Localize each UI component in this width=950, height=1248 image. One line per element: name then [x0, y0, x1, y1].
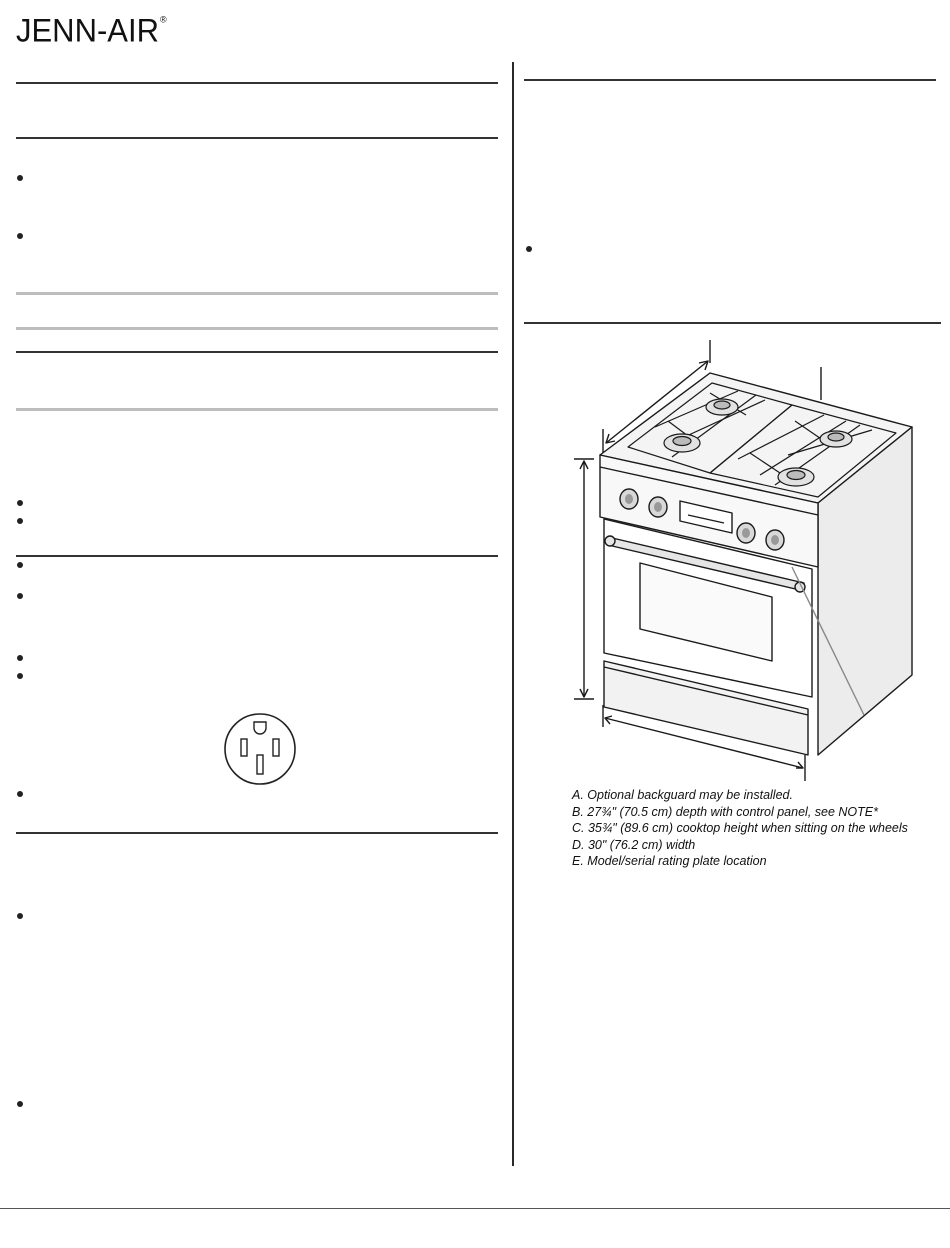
footer-rule [0, 1208, 950, 1209]
section-rule [16, 555, 498, 557]
list-bullet [17, 175, 23, 181]
list-bullet [17, 562, 23, 568]
caption-e: E. Model/serial rating plate location [572, 854, 767, 869]
section-rule [16, 82, 498, 84]
caption-d: D. 30" (76.2 cm) width [572, 837, 696, 852]
caption-c: C. 35¾" (89.6 cm) cooktop height when sitting on the wheels [572, 821, 908, 836]
section-rule-light [16, 327, 498, 330]
range-illustration [560, 335, 940, 785]
list-bullet [17, 673, 23, 679]
list-bullet [526, 246, 532, 252]
list-bullet [17, 913, 23, 919]
list-bullet [17, 518, 23, 524]
registered-mark: ® [159, 14, 167, 25]
list-bullet [17, 791, 23, 797]
column-divider [512, 62, 514, 1166]
list-bullet [17, 500, 23, 506]
section-rule [16, 832, 498, 834]
receptacle-icon [222, 713, 298, 785]
section-rule [524, 79, 936, 81]
section-rule-light [16, 292, 498, 295]
caption-b: B. 27¾" (70.5 cm) depth with control panel, see NOTE* [572, 804, 878, 819]
section-rule [524, 322, 941, 324]
brand-name: JENN-AIR [16, 12, 159, 49]
figure-captions [572, 787, 908, 870]
list-bullet [17, 655, 23, 661]
list-bullet [17, 1101, 23, 1107]
section-rule [16, 351, 498, 353]
caption-a: A. Optional backguard may be installed. [572, 788, 793, 802]
brand-logo [16, 12, 167, 50]
section-rule-light [16, 408, 498, 411]
section-rule [16, 137, 498, 139]
list-bullet [17, 593, 23, 599]
list-bullet [17, 233, 23, 239]
